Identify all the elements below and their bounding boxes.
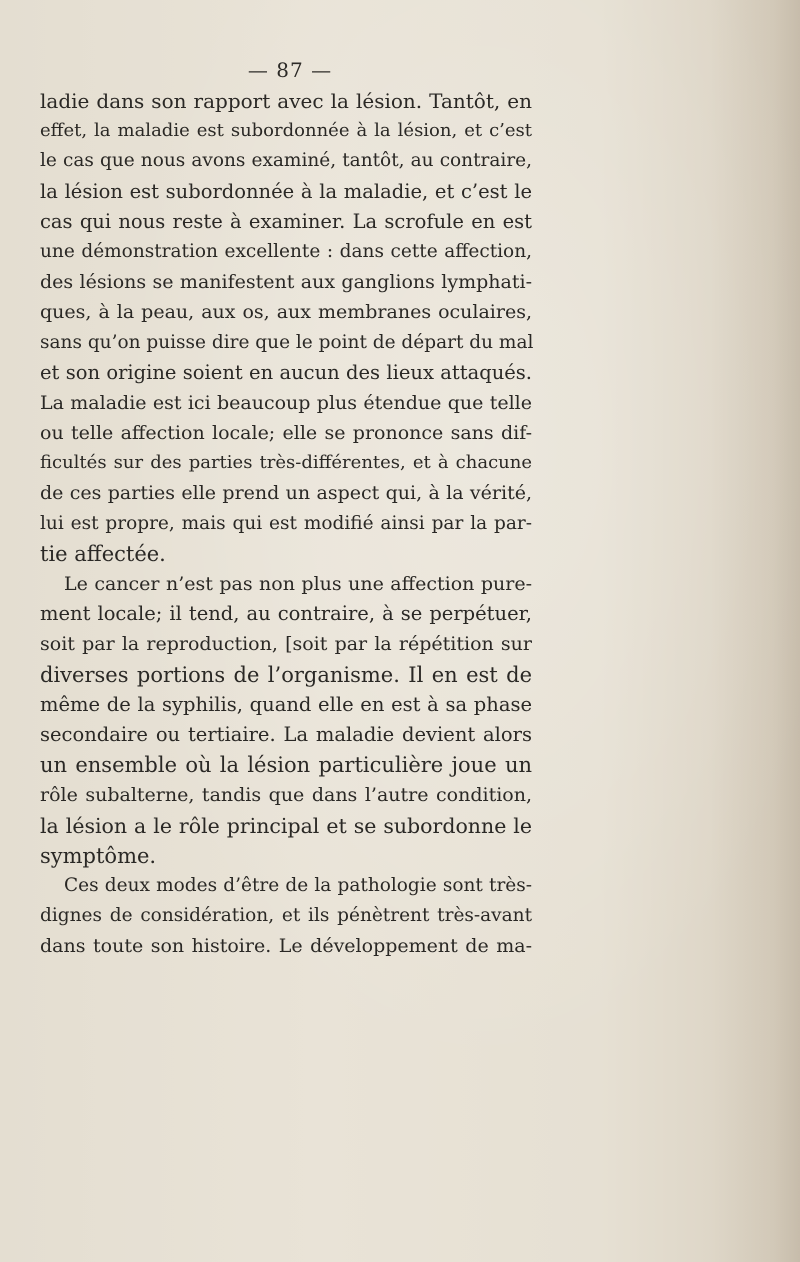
text-line: dans toute son histoire. Le développement de ma-	[40, 935, 532, 958]
text-line: diverses portions de l’organisme. Il en est de	[40, 662, 532, 687]
text-line: un ensemble où la lésion particulière joue un	[40, 753, 532, 778]
text-line: la lésion a le rôle principal et se subordonne le	[40, 813, 532, 838]
text-line: le cas que nous avons examiné, tantôt, au contraire,	[40, 150, 532, 172]
text-line: la lésion est subordonnée à la maladie, et c’est le	[40, 179, 532, 203]
text-line: ladie dans son rapport avec la lésion. Tantôt, en	[40, 89, 532, 113]
text-line: sans qu’on puisse dire que le point de départ du mal	[40, 331, 534, 353]
page-edge-shadow	[710, 0, 800, 1262]
text-line: secondaire ou tertiaire. La maladie devient alors	[40, 722, 532, 746]
text-line: une démonstration excellente : dans cette affection,	[40, 240, 532, 262]
text-line: ment locale; il tend, au contraire, à se perpétuer,	[40, 602, 532, 626]
page-number: — 87 —	[247, 58, 333, 82]
text-line: dignes de considération, et ils pénètrent très-avant	[40, 905, 532, 927]
text-line: ques, à la peau, aux os, aux membranes oculaires,	[40, 301, 532, 324]
text-line: rôle subalterne, tandis que dans l’autre condition,	[40, 784, 532, 807]
text-line: ficultés sur des parties très-différentes, et à chacune	[40, 452, 532, 474]
text-line: Ces deux modes d’être de la pathologie sont très-	[64, 874, 532, 896]
text-line: soit par la reproduction, [soit par la répétition sur	[40, 633, 532, 656]
text-line: symptôme.	[40, 843, 157, 868]
text-line: Le cancer n’est pas non plus une affection pure-	[64, 573, 532, 595]
text-line: cas qui nous reste à examiner. La scrofule en est	[40, 209, 532, 233]
body-text	[40, 86, 532, 961]
text-line: tie affectée.	[40, 541, 166, 566]
text-line: des lésions se manifestent aux ganglions lymphati-	[40, 271, 532, 294]
text-line: même de la syphilis, quand elle en est à sa phase	[40, 692, 532, 716]
text-line: ou telle affection locale; elle se prononce sans dif-	[40, 422, 532, 445]
text-line: et son origine soient en aucun des lieux attaqués.	[40, 360, 532, 384]
text-line: La maladie est ici beaucoup plus étendue que telle	[40, 391, 532, 414]
text-line: lui est propre, mais qui est modifié ainsi par la par-	[40, 512, 532, 534]
text-line: effet, la maladie est subordonnée à la lésion, et c’est	[40, 120, 532, 142]
text-line: de ces parties elle prend un aspect qui, à la vérité,	[40, 482, 532, 505]
